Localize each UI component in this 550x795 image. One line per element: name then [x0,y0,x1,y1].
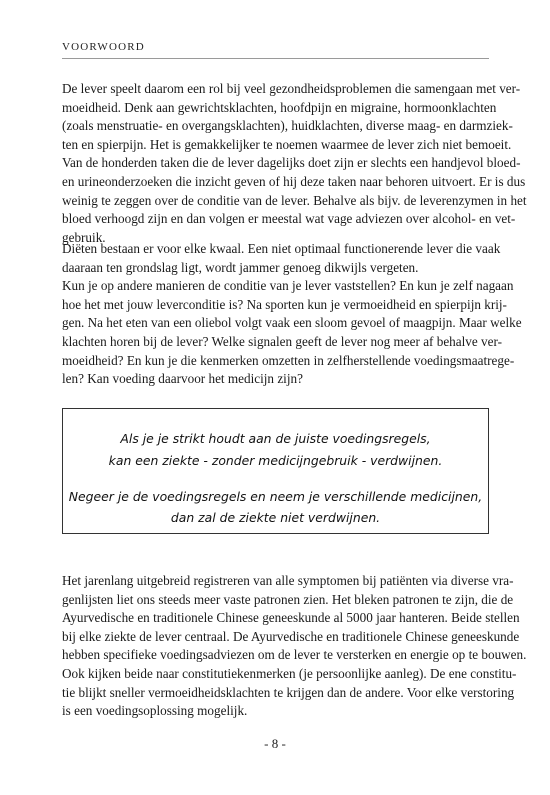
text-line: moeidheid? En kun je die kenmerken omzetten in zelfherstellende voedingsmaatrege- [62,352,515,368]
paragraph-registration [62,572,527,721]
text-line: tie blijkt sneller vermoeidheidsklachten te krijgen dan de andere. Voor elke verstoring [62,684,515,700]
text-line: weinig te zeggen over de conditie van de lever. Behalve als bijv. de leverenzymen in het [62,192,527,208]
text-line: daaraan ten grondslag ligt, wordt jammer genoeg dikwijls vergeten. [62,259,419,275]
text-line: hebben specifieke voedingsadviezen om de lever te versterken en energie op te bouwen. [62,647,527,663]
paragraph-liver-role [62,80,527,247]
text-line: (zoals menstruatie- en overgangsklachten), huidklachten, diverse maag- en darmziek- [62,118,513,134]
text-line: Diëten bestaan er voor elke kwaal. Een niet optimaal functionerende lever die vaak [62,241,501,256]
callout-box [62,408,489,534]
running-header: VOORWOORD [62,41,145,53]
callout-line: Als je je strikt houdt aan de juiste voedingsregels, [120,431,431,446]
callout-line: kan een ziekte - zonder medicijngebruik - verdwijnen. [108,453,443,468]
text-line: genlijsten liet ons steeds meer vaste patronen zien. Het bleken patronen te zijn, die de [62,591,514,607]
text-line: Kun je op andere manieren de conditie van je lever vaststellen? En kun je zelf nagaan [62,278,514,294]
text-line: is een voedingsoplossing mogelijk. [62,703,248,719]
text-line: en urineonderzoeken die inzicht geven of hij deze taken naar behoren uitvoert. Er is dus [62,173,526,189]
text-line: Ook kijken beide naar constitutiekenmerken (je persoonlijke aanleg). De ene constitu- [62,665,517,681]
text-line: gen. Na het eten van een oliebol volgt vaak een sloom gevoel of maagpijn. Maar welke [62,315,522,331]
paragraph-diets [62,240,522,389]
text-line: moeidheid. Denk aan gewrichtsklachten, hoofdpijn en migraine, hormoonklachten [62,99,497,115]
text-line: bij elke ziekte de lever centraal. De Ayurvedische en traditionele Chinese geneeskunde [62,628,520,644]
text-line: gebruik. [62,229,106,245]
text-line: bloed verhoogd zijn en dan volgen er meestal wat vage adviezen over alcohol- en vet- [62,211,516,227]
text-line: klachten horen bij de lever? Welke signalen geeft de lever nog meer af behalve ver- [62,333,503,349]
text-line: Van de honderden taken die de lever dagelijks doet zijn er slechts een handjevol bloed- [62,155,521,171]
header-rule [62,58,489,59]
text-line: ten en spierpijn. Het is gemakkelijker te noemen waarmee de lever zich niet bemoeit. [62,136,512,152]
callout-line: Negeer je de voedingsregels en neem je verschillende medicijnen, [68,489,483,504]
callout-line: dan zal de ziekte niet verdwijnen. [170,510,381,525]
text-line: hoe het met jouw leverconditie is? Na sporten kun je vermoeidheid en spierpijn krij- [62,296,507,312]
text-line: Het jarenlang uitgebreid registreren van alle symptomen bij patiënten via diverse vra- [62,573,514,588]
text-line: De lever speelt daarom een rol bij veel gezondheidsproblemen die samengaan met ver- [62,81,521,96]
text-line: Ayurvedische en traditionele Chinese geneeskunde al 5000 jaar hanteren. Beide stellen [62,610,520,626]
text-line: len? Kan voeding daarvoor het medicijn zijn? [62,371,303,387]
page-number: - 8 - [264,736,286,751]
